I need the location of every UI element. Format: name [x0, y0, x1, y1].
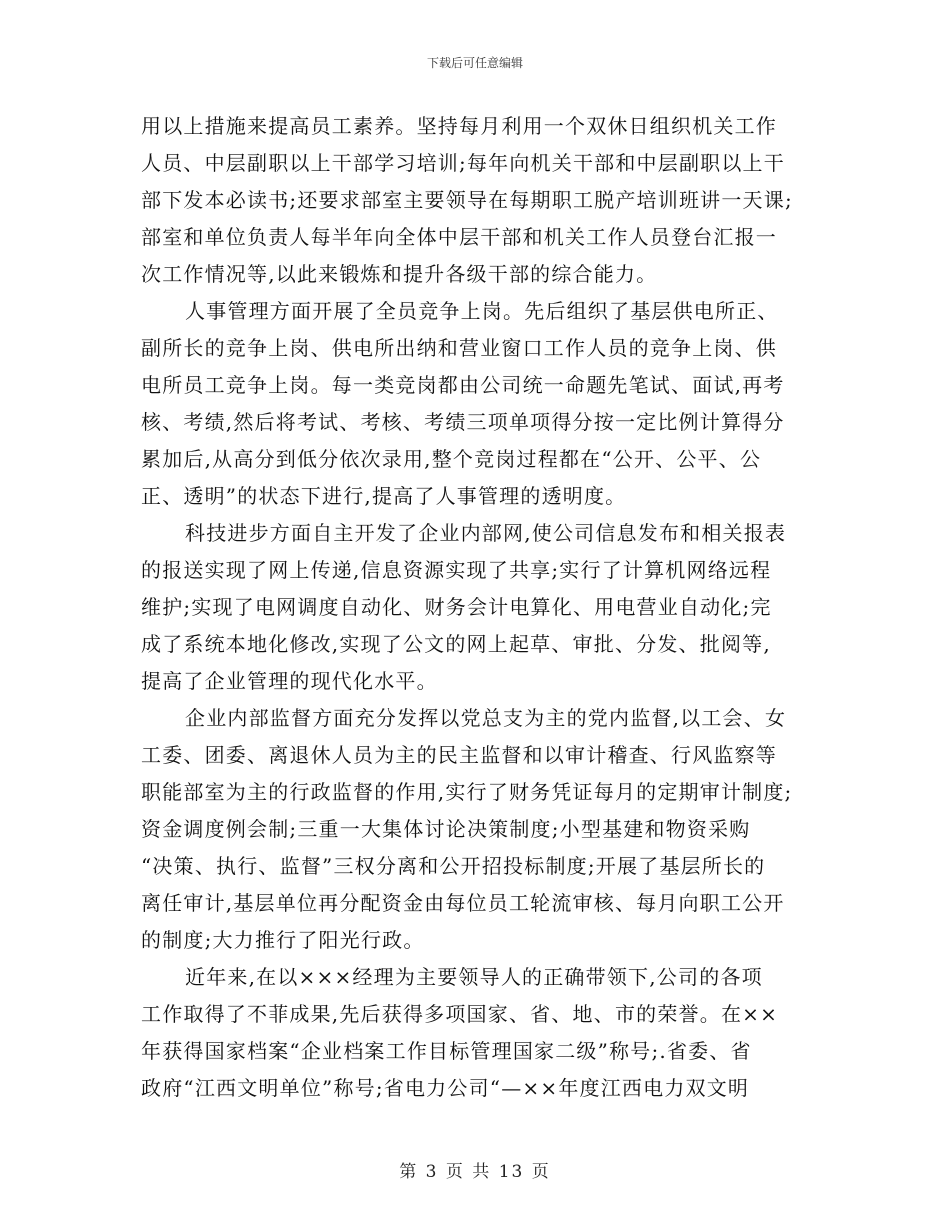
text-line: 离任审计,基层单位再分配资金由每位员工轮流审核、每月向职工公开 [141, 891, 785, 915]
text-line: 核、考绩,然后将考试、考核、考绩三项单项得分按一定比例计算得分 [141, 410, 785, 434]
text-line: 累加后,从高分到低分依次录用,整个竞岗过程都在“公开、公平、公 [141, 447, 762, 471]
text-line: 的制度;大力推行了阳光行政。 [141, 928, 425, 952]
text-line: 人事管理方面开展了全员竞争上岗。先后组织了基层供电所正、 [185, 299, 779, 323]
text-line: 资金调度例会制;三重一大集体讨论决策制度;小型基建和物资采购 [141, 817, 751, 841]
text-line: 部下发本必读书;还要求部室主要领导在每期职工脱产培训班讲一天课; [141, 188, 793, 212]
page-header: 下载后可任意编辑 [426, 56, 523, 70]
paragraph [141, 293, 813, 515]
page-footer: 第 3 页 共 13 页 [399, 1162, 551, 1182]
text-line: 副所长的竞争上岗、供电所出纳和营业窗口工作人员的竞争上岗、供 [141, 336, 777, 360]
text-line: 的报送实现了网上传递,信息资源实现了共享;实行了计算机网络远程 [141, 558, 772, 582]
text-line: 年获得国家档案“企业档案工作目标管理国家二级”称号;.省委、省 [141, 1039, 752, 1063]
text-line: 近年来,在以×××经理为主要领导人的正确带领下,公司的各项 [185, 965, 763, 989]
text-line: 人员、中层副职以上干部学习培训;每年向机关干部和中层副职以上干 [141, 151, 785, 175]
paragraph [141, 108, 813, 293]
text-line: “决策、执行、监督”三权分离和公开招投标制度;开展了基层所长的 [141, 854, 766, 878]
text-line: 用以上措施来提高员工素养。坚持每月利用一个双休日组织机关工作 [141, 114, 777, 138]
text-line: 维护;实现了电网调度自动化、财务会计电算化、用电营业自动化;完 [141, 595, 772, 619]
text-line: 政府“江西文明单位”称号;省电力公司“—××年度江西电力双文明 [141, 1076, 750, 1100]
text-line: 正、透明”的状态下进行,提高了人事管理的透明度。 [141, 484, 627, 508]
text-line: 科技进步方面自主开发了企业内部网,使公司信息发布和相关报表 [185, 521, 787, 545]
paragraph [141, 700, 813, 959]
document-body [141, 108, 813, 1107]
text-line: 工作取得了不菲成果,先后获得多项国家、省、地、市的荣誉。在×× [141, 1002, 779, 1026]
text-line: 职能部室为主的行政监督的作用,实行了财务凭证每月的定期审计制度; [141, 780, 793, 804]
text-line: 企业内部监督方面充分发挥以党总支为主的党内监督,以工会、女 [185, 706, 787, 730]
text-line: 提高了企业管理的现代化水平。 [141, 669, 438, 693]
text-line: 部室和单位负责人每半年向全体中层干部和机关工作人员登台汇报一 [141, 225, 777, 249]
paragraph [141, 515, 813, 700]
text-line: 成了系统本地化修改,实现了公文的网上起草、审批、分发、批阅等, [141, 632, 771, 656]
text-line: 工委、团委、离退休人员为主的民主监督和以审计稽查、行风监察等 [141, 743, 777, 767]
text-line: 次工作情况等,以此来锻炼和提升各级干部的综合能力。 [141, 262, 658, 286]
text-line: 电所员工竞争上岗。每一类竞岗都由公司统一命题先笔试、面试,再考 [141, 373, 785, 397]
paragraph [141, 959, 813, 1107]
